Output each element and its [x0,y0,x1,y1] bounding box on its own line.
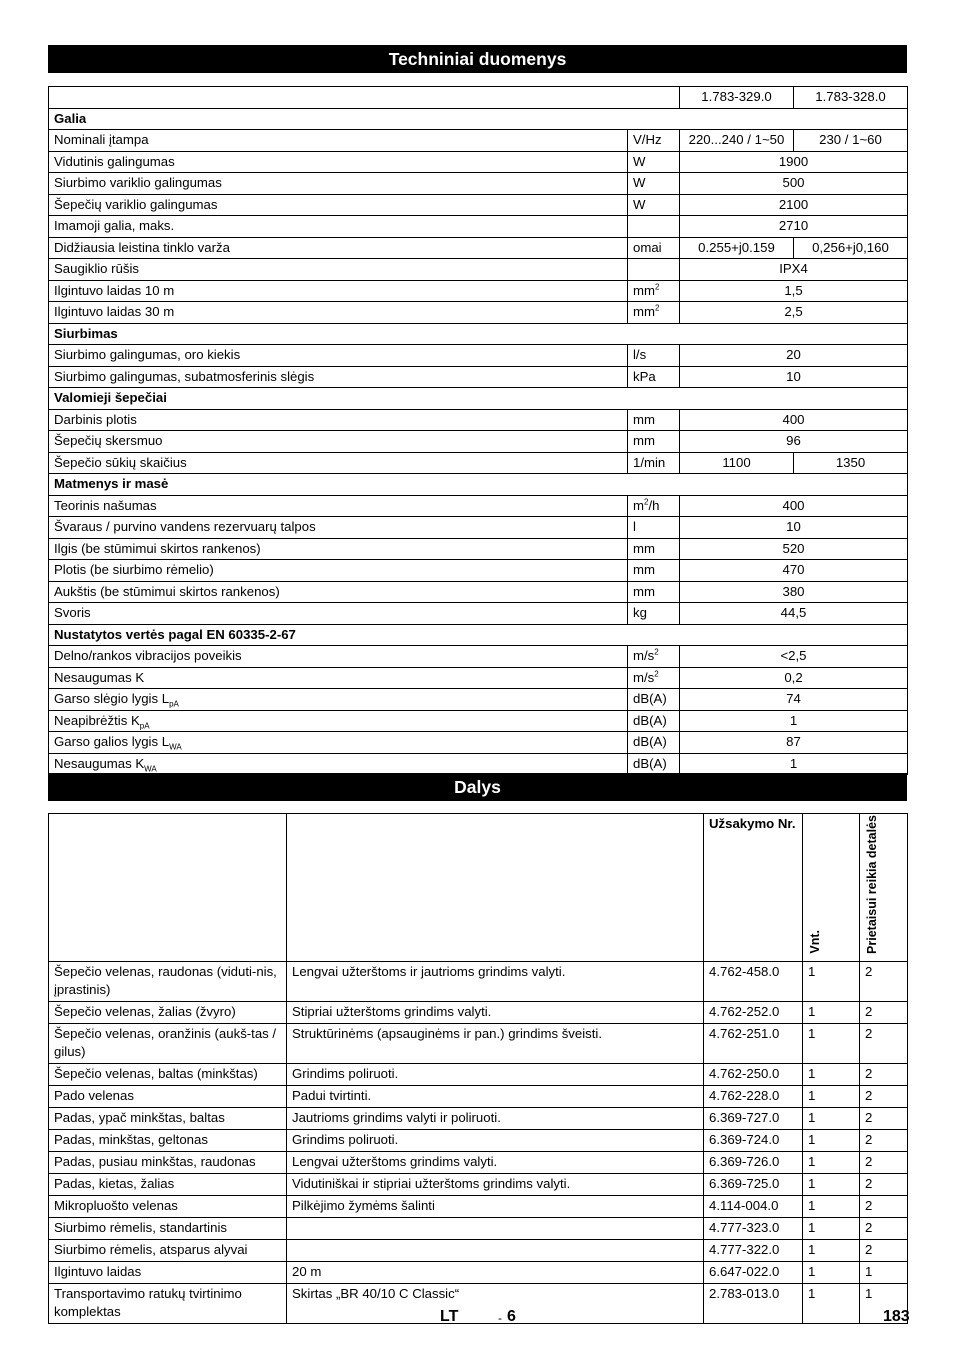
spec-label [49,345,628,367]
part-order-number: 6.369-726.0 [704,1151,803,1173]
parts-row [49,1195,908,1217]
spec-unit [628,667,680,689]
spec-label [49,409,628,431]
spec-label [49,151,628,173]
spec-row [49,667,908,689]
spec-unit [628,151,680,173]
spec-value: 1 [680,710,908,732]
spec-value: 44,5 [680,603,908,625]
part-spare-count: 2 [860,1217,908,1239]
spec-label [49,431,628,453]
spec-label [49,603,628,625]
part-quantity: 1 [803,1001,860,1023]
spec-value: 10 [680,366,908,388]
spec-label [49,452,628,474]
spec-row [49,732,908,754]
part-order-number: 4.114-004.0 [704,1195,803,1217]
part-quantity: 1 [803,1283,860,1323]
spec-unit-text: m/s [633,648,655,663]
spec-unit-text: W [633,196,646,212]
part-description: Jautrioms grindims valyti ir poliruoti. [287,1107,704,1129]
spec-label [49,302,628,324]
spec-unit-text: mm [633,411,655,427]
footer-sub-page: 6 [507,1308,516,1325]
part-order-number: 6.369-725.0 [704,1173,803,1195]
spec-label-text: Nesaugumas K [54,669,145,685]
part-name: Šepečio velenas, oranžinis (aukš-tas / gilus) [49,1023,287,1063]
spec-label-text: Šepečių variklio galingumas [54,196,218,212]
spec-unit [628,753,680,775]
spec-unit-text: mm [633,540,655,556]
spec-label-text: Teorinis našumas [54,497,157,513]
spec-value-model-2: 0,256+j0,160 [794,237,908,259]
spec-label [49,710,628,732]
spec-label-subscript: WA [169,742,182,752]
spec-value: 380 [680,581,908,603]
spec-unit-text: V/Hz [633,132,662,147]
spec-label-text: Nesaugumas K [54,755,145,771]
spec-value: 74 [680,689,908,711]
spec-unit [628,538,680,560]
part-quantity: 1 [803,1239,860,1261]
spec-unit-text: mm [633,433,655,448]
spec-label [49,646,628,668]
header-spare-parts: Prietaisui reikia detalės [860,814,908,962]
spec-unit [628,302,680,324]
part-order-number: 4.762-251.0 [704,1023,803,1063]
part-spare-count: 2 [860,1001,908,1023]
spec-unit [628,710,680,732]
part-spare-count: 1 [860,1283,908,1323]
part-spare-count: 2 [860,1173,908,1195]
part-quantity: 1 [803,1151,860,1173]
part-spare-count: 1 [860,1261,908,1283]
spec-label [49,237,628,259]
spec-unit-text: mm [633,583,655,599]
part-name: Pado velenas [49,1085,287,1107]
parts-row [49,1085,908,1107]
part-name: Šepečio velenas, raudonas (viduti-nis, įprastinis) [49,961,287,1001]
spec-value: 1900 [680,151,908,173]
part-spare-count: 2 [860,961,908,1001]
parts-row [49,961,908,1001]
part-spare-count: 2 [860,1023,908,1063]
parts-row [49,1001,908,1023]
parts-row [49,1063,908,1085]
spec-label [49,280,628,302]
spec-row [49,173,908,195]
part-order-number: 4.762-458.0 [704,961,803,1001]
model-number: 1.783-328.0 [794,87,908,109]
spec-unit-text: omai [633,239,662,255]
spec-value: 0,2 [680,667,908,689]
spec-value: 400 [680,409,908,431]
spec-label-text: Šepečių skersmuo [54,433,163,448]
spec-row [49,237,908,259]
spec-unit [628,366,680,388]
spec-label-text: Ilgis (be stūmimui skirtos rankenos) [54,540,261,556]
spec-label [49,130,628,152]
spec-row [49,151,908,173]
part-description: Stipriai užterštoms grindims valyti. [287,1001,704,1023]
spec-row [49,409,908,431]
spec-label-text: Siurbimo variklio galingumas [54,175,222,190]
part-name: Šepečio velenas, žalias (žvyro) [49,1001,287,1023]
spec-label [49,495,628,517]
part-name: Padas, ypač minkštas, baltas [49,1107,287,1129]
spec-unit [628,732,680,754]
part-name: Padas, kietas, žalias [49,1173,287,1195]
spec-label-text: Siurbimo galingumas, oro kiekis [54,347,241,362]
spec-unit-text: mm [633,562,655,577]
spec-label-text: Garso galios lygis L [54,734,170,749]
parts-row [49,1151,908,1173]
spec-label [49,538,628,560]
spec-unit-suffix: /h [648,497,660,513]
spec-unit [628,689,680,711]
part-name: Ilgintuvo laidas [49,1261,287,1283]
spec-value: 1 [680,753,908,775]
part-order-number: 6.647-022.0 [704,1261,803,1283]
spec-value: 500 [680,173,908,195]
spec-label-text: Ilgintuvo laidas 30 m [54,304,175,319]
part-name: Transportavimo ratukų tvirtinimo komplektas [49,1283,287,1323]
parts-row [49,1173,908,1195]
spec-row [49,259,908,281]
spec-unit [628,345,680,367]
spec-unit-superscript: 2 [654,647,659,657]
part-quantity: 1 [803,1261,860,1283]
spec-unit-text: mm [633,282,655,298]
parts-row [49,1283,908,1323]
spec-label-text: Šepečio sūkių skaičius [54,454,187,470]
part-quantity: 1 [803,1195,860,1217]
spec-label-text: Saugiklio rūšis [54,261,140,276]
spec-value: 520 [680,538,908,560]
spec-unit-superscript: 2 [654,669,659,679]
spec-unit [628,581,680,603]
parts-row [49,1023,908,1063]
part-quantity: 1 [803,1173,860,1195]
part-spare-count: 2 [860,1129,908,1151]
section-heading: Siurbimas [49,323,908,345]
spec-unit [628,216,680,238]
spec-unit [628,560,680,582]
spec-unit-superscript: 2 [654,282,660,292]
spec-label-text: Delno/rankos vibracijos poveikis [54,648,242,663]
part-order-number: 4.762-250.0 [704,1063,803,1085]
spec-value: IPX4 [680,259,908,281]
spec-row [49,646,908,668]
part-description [287,1239,704,1261]
spec-value: 400 [680,495,908,517]
header-name [49,814,287,962]
spec-label [49,753,628,775]
part-description: Pilkėjimo žymėms šalinti [287,1195,704,1217]
part-description: Padui tvirtinti. [287,1085,704,1107]
parts-row [49,1217,908,1239]
spec-label [49,517,628,539]
spec-unit-text: kPa [633,368,656,384]
spec-unit [628,280,680,302]
spec-unit [628,130,680,152]
part-description [287,1217,704,1239]
spec-row [49,280,908,302]
part-order-number: 6.369-727.0 [704,1107,803,1129]
spec-label-text: Siurbimo galingumas, subatmosferinis slėgis [54,368,315,384]
spec-row [49,495,908,517]
part-name: Mikropluošto velenas [49,1195,287,1217]
spec-unit-text: mm [633,304,655,319]
part-description: Grindims poliruoti. [287,1129,704,1151]
spec-unit-text: m/s [633,669,655,685]
part-description: Struktūrinėms (apsauginėms ir pan.) grindims šveisti. [287,1023,704,1063]
spec-label-subscript: pA [169,699,179,709]
spec-label-text: Ilgintuvo laidas 10 m [54,282,175,298]
spec-row [49,560,908,582]
spec-row [49,689,908,711]
footer-page-number: 183 [883,1308,910,1325]
spec-label-text: Garso slėgio lygis L [54,691,170,706]
spec-unit-text: W [633,153,646,169]
spec-value: 10 [680,517,908,539]
part-order-number: 4.762-252.0 [704,1001,803,1023]
part-spare-count: 2 [860,1107,908,1129]
part-name: Siurbimo rėmelis, standartinis [49,1217,287,1239]
section-row [49,388,908,410]
part-name: Padas, pusiau minkštas, raudonas [49,1151,287,1173]
part-quantity: 1 [803,1129,860,1151]
spec-unit-text: l/s [633,347,647,362]
part-description: Vidutiniškai ir stipriai užterštoms grindims valyti. [287,1173,704,1195]
spec-value: 87 [680,732,908,754]
spec-label [49,732,628,754]
parts-header-row [49,814,908,962]
section-row [49,474,908,496]
part-spare-count: 2 [860,1239,908,1261]
tech-data-title: Techniniai duomenys [48,45,907,73]
spec-unit [628,452,680,474]
spec-unit-text: kg [633,605,647,620]
part-quantity: 1 [803,1023,860,1063]
spec-label [49,173,628,195]
parts-row [49,1261,908,1283]
spec-row [49,538,908,560]
part-name: Siurbimo rėmelis, atsparus alyvai [49,1239,287,1261]
spec-label [49,560,628,582]
footer-separator: - [498,1311,502,1325]
part-spare-count: 2 [860,1195,908,1217]
spec-row [49,130,908,152]
spec-row [49,194,908,216]
spec-unit [628,603,680,625]
spec-label-text: Imamoji galia, maks. [54,218,175,233]
spec-label-subscript: pA [139,721,150,731]
part-order-number: 2.783-013.0 [704,1283,803,1323]
spec-unit-text: dB(A) [633,712,667,728]
spec-label-text: Svoris [54,605,91,620]
spec-unit-text: m [633,497,644,513]
spec-unit [628,495,680,517]
spec-row [49,581,908,603]
section-heading: Nustatytos vertės pagal EN 60335-2-67 [49,624,908,646]
section-row [49,108,908,130]
tech-data-table [48,86,908,775]
part-quantity: 1 [803,1085,860,1107]
spec-value: 1,5 [680,280,908,302]
part-description: 20 m [287,1261,704,1283]
section-heading: Galia [49,108,908,130]
spec-unit-text: dB(A) [633,691,667,706]
spec-value-model-2: 1350 [794,452,908,474]
spec-value: 96 [680,431,908,453]
spec-row [49,517,908,539]
spec-unit [628,259,680,281]
part-name: Šepečio velenas, baltas (minkštas) [49,1063,287,1085]
spec-value: <2,5 [680,646,908,668]
part-quantity: 1 [803,1107,860,1129]
spec-value: 2,5 [680,302,908,324]
spec-row [49,216,908,238]
header-description [287,814,704,962]
spec-label-text: Plotis (be siurbimo rėmelio) [54,562,214,577]
parts-row [49,1107,908,1129]
part-quantity: 1 [803,1217,860,1239]
spec-unit [628,431,680,453]
spec-label-text: Aukštis (be stūmimui skirtos rankenos) [54,583,280,599]
spec-unit-text: dB(A) [633,755,667,771]
spec-label [49,581,628,603]
spec-unit [628,237,680,259]
spec-row [49,345,908,367]
section-heading: Matmenys ir masė [49,474,908,496]
part-name: Padas, minkštas, geltonas [49,1129,287,1151]
spec-label [49,194,628,216]
part-order-number: 4.777-322.0 [704,1239,803,1261]
part-spare-count: 2 [860,1085,908,1107]
parts-title: Dalys [48,773,907,801]
spec-value-model-2: 230 / 1~60 [794,130,908,152]
header-order-number: Užsakymo Nr. [704,814,803,962]
spec-row [49,603,908,625]
spec-label-subscript: WA [144,764,157,774]
spec-row [49,753,908,775]
part-order-number: 4.777-323.0 [704,1217,803,1239]
model-number: 1.783-329.0 [680,87,794,109]
spec-label [49,689,628,711]
spec-row [49,431,908,453]
part-order-number: 6.369-724.0 [704,1129,803,1151]
spec-row [49,452,908,474]
spec-unit [628,646,680,668]
spec-unit-text: 1/min [633,454,666,470]
spec-unit-superscript: 2 [644,497,649,507]
part-quantity: 1 [803,961,860,1001]
part-description: Lengvai užterštoms grindims valyti. [287,1151,704,1173]
blank-cell [49,87,680,109]
spec-label [49,366,628,388]
spec-unit-text: W [633,175,646,190]
spec-unit-text: dB(A) [633,734,667,749]
spec-unit [628,517,680,539]
part-order-number: 4.762-228.0 [704,1085,803,1107]
section-heading: Valomieji šepečiai [49,388,908,410]
spec-unit [628,173,680,195]
part-description: Lengvai užterštoms ir jautrioms grindims valyti. [287,961,704,1001]
part-quantity: 1 [803,1063,860,1085]
spec-value-model-1: 1100 [680,452,794,474]
spec-row [49,302,908,324]
spec-label-text: Nominali įtampa [54,132,149,147]
parts-table [48,813,908,1324]
header-quantity: Vnt. [803,814,860,962]
part-description: Grindims poliruoti. [287,1063,704,1085]
part-spare-count: 2 [860,1151,908,1173]
parts-row [49,1239,908,1261]
spec-label [49,259,628,281]
part-spare-count: 2 [860,1063,908,1085]
spec-label [49,216,628,238]
spec-row [49,710,908,732]
spec-row [49,366,908,388]
part-description: Skirtas „BR 40/10 C Classic“ [287,1283,704,1323]
spec-label-text: Neapibrėžtis K [54,712,140,728]
spec-label-text: Vidutinis galingumas [54,153,175,169]
spec-value-model-1: 220...240 / 1~50 [680,130,794,152]
model-header-row [49,87,908,109]
spec-label-text: Darbinis plotis [54,411,137,427]
spec-unit-superscript: 2 [654,303,660,313]
spec-unit-text: l [633,519,636,534]
spec-value-model-1: 0.255+j0.159 [680,237,794,259]
spec-value: 2710 [680,216,908,238]
spec-label-text: Švaraus / purvino vandens rezervuarų talpos [54,519,316,534]
footer-language: LT [440,1308,459,1325]
parts-row [49,1129,908,1151]
spec-label [49,667,628,689]
spec-unit [628,194,680,216]
spec-label-text: Didžiausia leistina tinklo varža [54,239,230,255]
spec-value: 20 [680,345,908,367]
spec-unit [628,409,680,431]
spec-value: 2100 [680,194,908,216]
section-row [49,624,908,646]
section-row [49,323,908,345]
spec-value: 470 [680,560,908,582]
